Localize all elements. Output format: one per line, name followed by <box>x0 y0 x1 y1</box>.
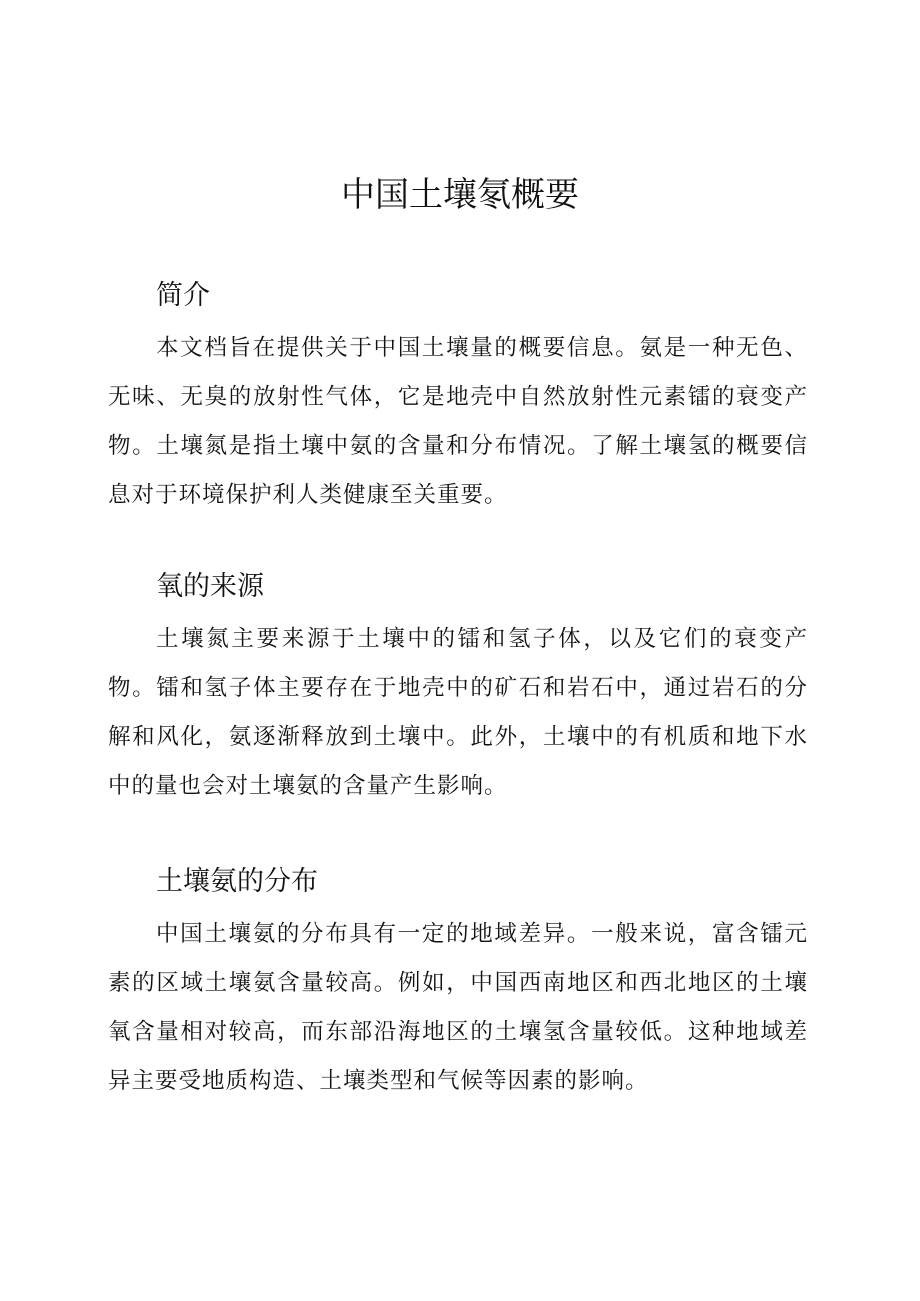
section-distribution <box>108 862 808 1106</box>
section-heading-source: 氧的来源 <box>156 571 264 602</box>
document-title: 中国土壤氡概要 <box>341 175 579 215</box>
section-paragraph-source: 土壤氮主要来源于土壤中的镭和氢子体，以及它们的衰变产物。镭和氢子体主要存在于地壳中的矿石和岩石中，通过岩石的分解和风化，氨逐渐释放到土壤中。此外，土壤中的有机质和地下水中的量也会对土壤氨的含量产生影响。 <box>108 626 808 799</box>
section-paragraph-introduction: 本文档旨在提供关于中国土壤量的概要信息。氨是一种无色、无味、无臭的放射性气体，它是地壳中自然放射性元素镭的衰变产物。土壤氮是指土壤中氨的含量和分布情况。了解土壤氢的概要信息对于环境保护利人类健康至关重要。 <box>108 335 808 508</box>
section-introduction <box>108 276 808 520</box>
section-source <box>108 567 808 811</box>
section-heading-introduction: 简介 <box>156 280 210 311</box>
section-heading-distribution: 土壤氨的分布 <box>156 866 318 897</box>
section-paragraph-distribution: 中国土壤氨的分布具有一定的地域差异。一般来说，富含镭元素的区域土壤氨含量较高。例如，中国西南地区和西北地区的土壤氧含量相对较高，而东部沿海地区的土壤氢含量较低。这种地域差异主要受地质构造、土壤类型和气候等因素的影响。 <box>108 921 808 1094</box>
